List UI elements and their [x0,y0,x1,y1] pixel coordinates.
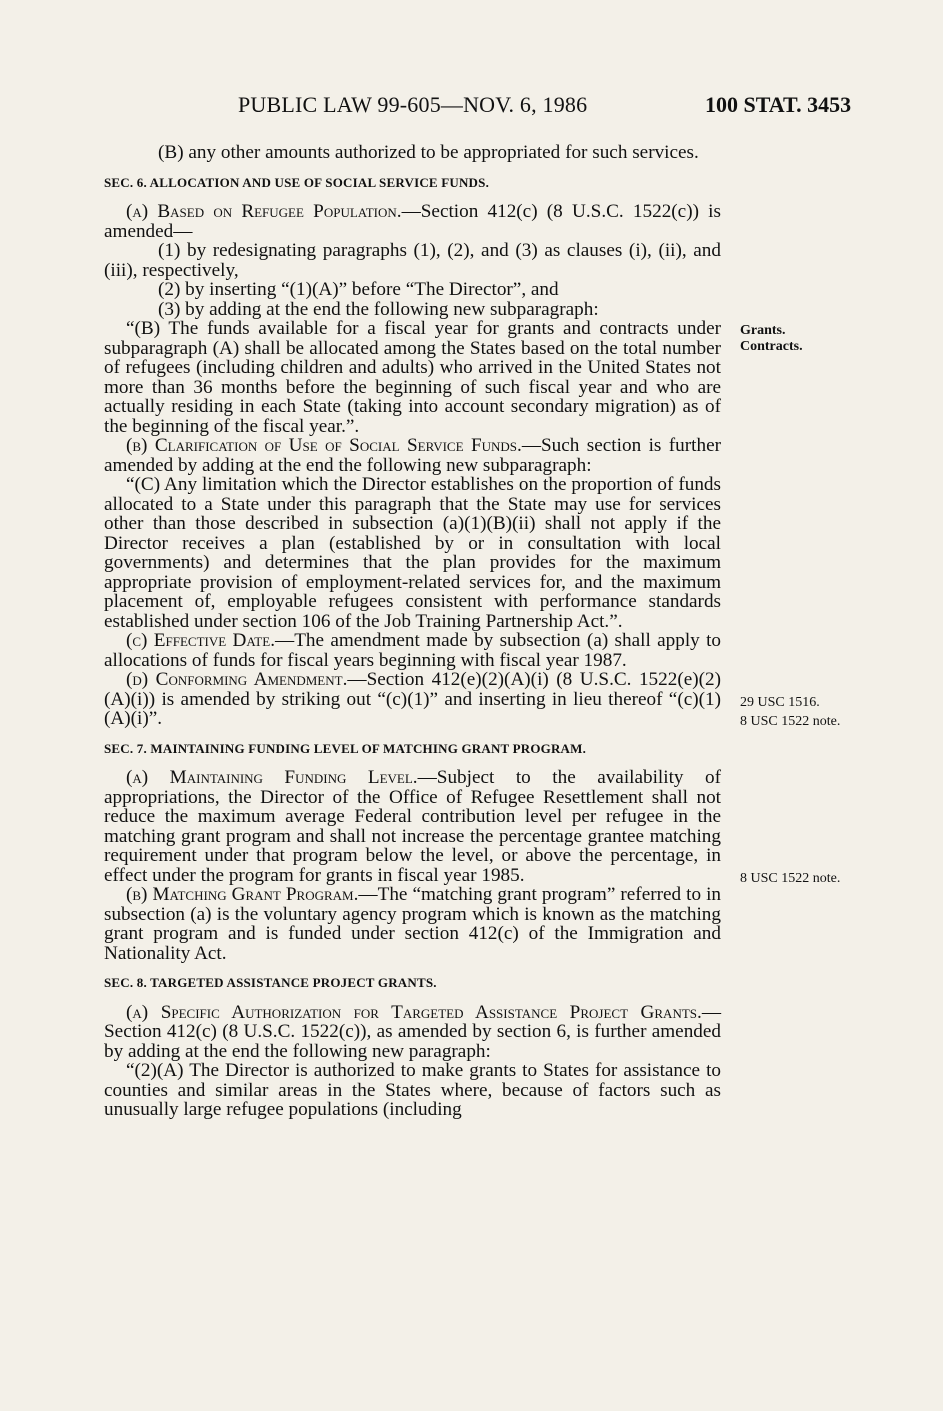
section-8-heading: SEC. 8. TARGETED ASSISTANCE PROJECT GRANTS. [104,975,437,990]
section-6b [104,436,721,475]
section-6d-text: —Section 412(e)(2)(A)(i) (8 U.S.C. 1522(e)(2)(A)(i)) is amended by striking out “(c)(1)” and inserting in lieu thereof “(c)(1)(A)(i)”. [104,669,721,729]
section-7a [104,768,721,885]
section-6b-text: —Such section is further amended by adding at the end the following new subparagraph: [104,435,721,476]
section-6a-item-1: (1) by redesignating paragraphs (1), (2), and (3) as clauses (i), (ii), and (iii), respectively, [104,240,721,281]
margin-note-29-usc-1516: 29 USC 1516. [740,695,820,710]
margin-note-8-usc-1522-a: 8 USC 1522 note. [740,714,841,729]
section-8a-text: —Section 412(c) (8 U.S.C. 1522(c)), as amended by section 6, is further amended by adding at the end the following new paragraph: [104,1001,721,1062]
section-6a-heading: (a) Based on Refugee Population. [126,201,402,222]
section-7a-text: —Subject to the availability of appropriations, the Director of the Office of Refugee Resettlement shall not reduce the maximum average Federal contribution level per refugee in the matching grant program and shall not increase the percentage grantee matching requirement under that program below the level, or above the percentage, in effect under the program for grants in fiscal year 1985. [104,767,721,886]
section-8a-paragraph-2a: “(2)(A) The Director is authorized to make grants to States for assistance to counties and similar areas in the States where, because of factors such as unusually large refugee populations (including [104,1060,721,1120]
section-6c-text: —The amendment made by subsection (a) shall apply to allocations of funds for fiscal years beginning with fiscal year 1987. [104,630,722,671]
section-6c-heading: (c) Effective Date. [126,630,275,651]
section-6a-item-3: (3) by adding at the end the following new subparagraph: [158,298,599,320]
section-8a [104,1003,721,1062]
section-6c [104,631,721,670]
section-7a-heading: (a) Maintaining Funding Level. [126,767,418,788]
section-7b-heading: (b) Matching Grant Program. [126,884,359,905]
section-6d-heading: (d) Conforming Amendment. [126,669,348,690]
section-6a-subparagraph-b: “(B) The funds available for a fiscal year for grants and contracts under subparagraph (A) shall be allocated among the States based on the total number of refugees (including children and adults) who arrived in the United States not more than 36 months before the beginning of such fiscal year and who are actually residing in each State (taking into account secondary migration) as of the beginning of the fiscal year.”. [104,318,721,437]
page-header-stat: 100 STAT. 3453 [705,92,852,117]
section-6a-text: —Section 412(c) (8 U.S.C. 1522(c)) is amended— [104,201,721,242]
margin-note-8-usc-1522-b: 8 USC 1522 note. [740,871,841,886]
section-6b-heading: (b) Clarification of Use of Social Service Funds. [126,435,522,456]
section-7-heading: SEC. 7. MAINTAINING FUNDING LEVEL OF MATCHING GRANT PROGRAM. [104,740,587,756]
section-6a-item-2: (2) by inserting “(1)(A)” before “The Director”, and [158,279,559,300]
margin-note-grants: Grants. [740,323,786,338]
section-6-heading: SEC. 6. ALLOCATION AND USE OF SOCIAL SERVICE FUNDS. [104,174,490,190]
section-6b-subparagraph-c: “(C) Any limitation which the Director establishes on the proportion of funds allocated to a State under this paragraph that the State may use for services other than those described in subsection (a)(1)(B)(ii) shall not apply if the Director receives a plan (established by or in consultation with local governments) and determines that the plan provides for the maximum appropriate provision of employment-related services for, and the maximum placement of, employable refugees consistent with performance standards established under section 106 of the Job Training Partnership Act.”. [104,474,721,632]
section-6a [104,202,721,241]
page-header-title: PUBLIC LAW 99-605—NOV. 6, 1986 [238,92,588,117]
document-body [104,143,721,1120]
section-8a-heading: (a) Specific Authorization for Targeted Assistance Project Grants. [126,1001,702,1023]
section-7b [104,885,721,963]
margin-note-contracts: Contracts. [740,339,803,354]
section-7b-text: —The “matching grant program” referred to in subsection (a) is the voluntary agency program which is known as the matching grant program and is funded under section 412(c) of the Immigration and Nationality Act. [104,884,721,964]
section-6d [104,670,721,729]
paragraph-b-services: (B) any other amounts authorized to be appropriated for such services. [158,142,699,163]
